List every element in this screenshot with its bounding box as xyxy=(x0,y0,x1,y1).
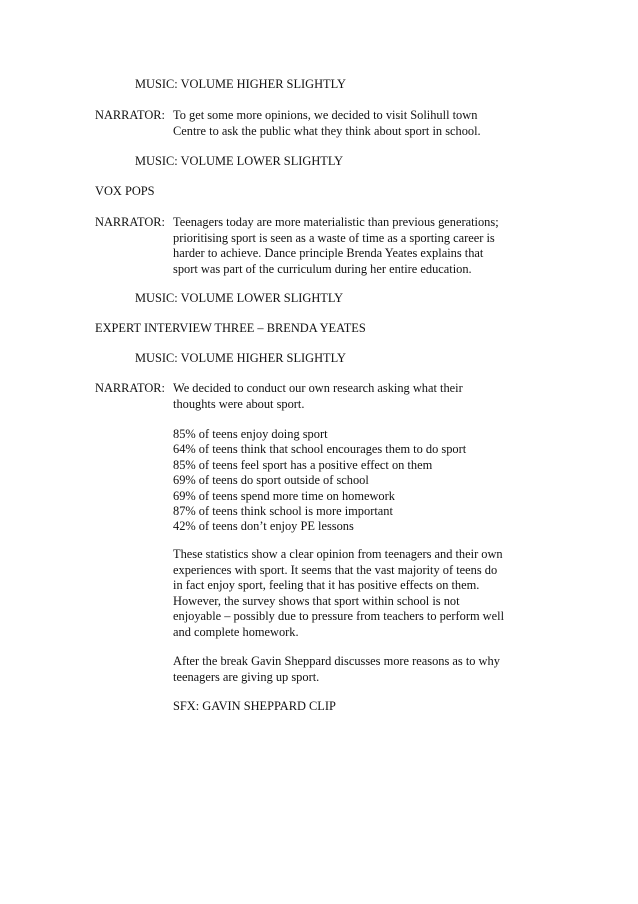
after-break-line: teenagers are giving up sport. xyxy=(173,670,320,684)
analysis-line: experiences with sport. It seems that the vast majority of teens do xyxy=(173,563,498,577)
music-cue-higher-1: MUSIC: VOLUME HIGHER SLIGHTLY xyxy=(135,77,346,91)
survey-stats-list xyxy=(173,427,466,535)
narrator-3-line: We decided to conduct our own research asking what their xyxy=(173,381,463,395)
analysis-line: in fact enjoy sport, feeling that it has positive effects on them. xyxy=(173,578,480,592)
narrator-2-line: harder to achieve. Dance principle Brenda Yeates explains that xyxy=(173,246,484,260)
narrator-1-line: To get some more opinions, we decided to visit Solihull town xyxy=(173,108,478,122)
stat-item: 85% of teens enjoy doing sport xyxy=(173,427,328,441)
narrator-label-3: NARRATOR: xyxy=(95,381,165,395)
music-cue-lower-2: MUSIC: VOLUME LOWER SLIGHTLY xyxy=(135,291,344,305)
narrator-2-line: Teenagers today are more materialistic than previous generations; xyxy=(173,215,499,229)
narrator-2-line: prioritising sport is seen as a waste of time as a sporting career is xyxy=(173,231,495,245)
narrator-2-line: sport was part of the curriculum during her entire education. xyxy=(173,262,472,276)
expert-interview-heading: EXPERT INTERVIEW THREE – BRENDA YEATES xyxy=(95,321,366,335)
analysis-line: These statistics show a clear opinion from teenagers and their own xyxy=(173,547,503,561)
music-cue-higher-2: MUSIC: VOLUME HIGHER SLIGHTLY xyxy=(135,351,346,365)
stat-item: 64% of teens think that school encourages them to do sport xyxy=(173,442,467,457)
stat-item: 85% of teens feel sport has a positive effect on them xyxy=(173,457,433,472)
stat-item: 42% of teens don’t enjoy PE lessons xyxy=(173,519,354,534)
stat-item: 69% of teens spend more time on homework xyxy=(173,488,395,503)
narrator-1-line: Centre to ask the public what they think about sport in school. xyxy=(173,124,481,138)
sfx-cue: SFX: GAVIN SHEPPARD CLIP xyxy=(173,699,336,713)
analysis-line: and complete homework. xyxy=(173,625,299,639)
vox-pops-heading: VOX POPS xyxy=(95,184,155,198)
stat-item: 87% of teens think school is more important xyxy=(173,503,393,518)
music-cue-lower-1: MUSIC: VOLUME LOWER SLIGHTLY xyxy=(135,154,344,168)
analysis-line: However, the survey shows that sport within school is not xyxy=(173,594,460,608)
narrator-3-line: thoughts were about sport. xyxy=(173,397,305,411)
stat-item: 69% of teens do sport outside of school xyxy=(173,473,369,488)
narrator-label-2: NARRATOR: xyxy=(95,215,165,229)
analysis-line: enjoyable – possibly due to pressure from teachers to perform well xyxy=(173,609,505,623)
after-break-line: After the break Gavin Sheppard discusses more reasons as to why xyxy=(173,654,500,668)
narrator-label-1: NARRATOR: xyxy=(95,108,165,122)
